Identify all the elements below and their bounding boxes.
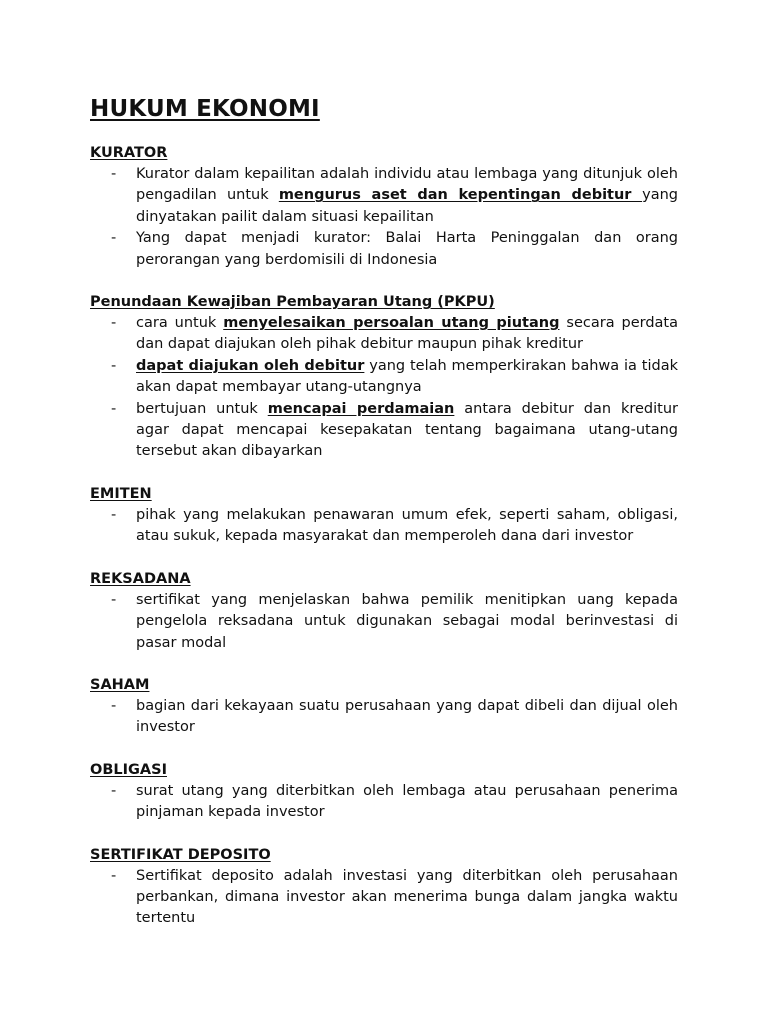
item-text: cara untuk [136, 315, 224, 332]
item-text: Kurator dalam kepailitan adalah individu atau lembaga yang ditunjuk oleh pengadilan untuk [136, 166, 678, 204]
section-heading: SAHAM [90, 676, 150, 693]
page-title: HUKUM EKONOMI [90, 96, 320, 122]
bullet-dash: - [111, 591, 117, 608]
section-sertifikat-deposito [90, 845, 678, 930]
list-item [90, 781, 678, 824]
bullet-list [90, 866, 678, 930]
section-kurator [90, 143, 678, 271]
bullet-dash: - [111, 506, 117, 523]
bullet-dash: - [111, 697, 117, 714]
item-text-after: antara debitur dan kreditur agar dapat mencapai kesepakatan tentang bagaimana utang-utang tersebut akan dibayarkan [136, 400, 679, 460]
list-item [90, 313, 678, 356]
section-heading: Penundaan Kewajiban Pembayaran Utang (PKPU) [90, 294, 495, 311]
section-reksadana [90, 569, 678, 654]
section-heading: SERTIFIKAT DEPOSITO [90, 846, 271, 863]
section-emiten [90, 484, 678, 548]
bullet-list [90, 505, 678, 548]
list-item [90, 505, 678, 548]
bullet-list [90, 696, 678, 739]
document-page [90, 92, 678, 951]
list-item [90, 228, 678, 271]
section-heading: EMITEN [90, 485, 152, 502]
bullet-list [90, 164, 678, 271]
item-text: bertujuan untuk [136, 400, 268, 417]
bullet-list [90, 781, 678, 824]
item-text: Sertifikat deposito adalah investasi yang diterbitkan oleh perusahaan perbankan, dimana investor akan menerima bunga dalam jangka waktu tertentu [136, 867, 678, 927]
section-heading: KURATOR [90, 145, 168, 161]
bullet-dash: - [111, 166, 117, 182]
item-text: pihak yang melakukan penawaran umum efek, seperti saham, obligasi, atau sukuk, kepada masyarakat dan memperoleh dana dari investor [136, 506, 678, 545]
list-item [90, 590, 678, 654]
item-text: surat utang yang diterbitkan oleh lembaga atau perusahaan penerima pinjaman kepada investor [136, 782, 678, 821]
item-text: sertifikat yang menjelaskan bahwa pemilik menitipkan uang kepada pengelola reksadana untuk digunakan sebagai modal berinvestasi di pasar modal [136, 591, 678, 651]
list-item [90, 399, 678, 463]
bullet-dash: - [111, 782, 117, 799]
bullet-list [90, 590, 678, 654]
item-emphasis: menyelesaikan persoalan utang piutang [223, 315, 560, 332]
bullet-dash: - [111, 867, 117, 884]
list-item [90, 164, 678, 228]
list-item [90, 696, 678, 739]
item-text: bagian dari kekayaan suatu perusahaan yang dapat dibeli dan dijual oleh investor [136, 697, 678, 736]
section-heading: REKSADANA [90, 570, 191, 587]
section-saham [90, 675, 678, 739]
item-text-after: yang dinyatakan pailit dalam situasi kepailitan [136, 187, 678, 225]
bullet-dash: - [111, 357, 117, 374]
bullet-list [90, 313, 678, 463]
list-item [90, 356, 678, 399]
item-text: Yang dapat menjadi kurator: Balai Harta Peninggalan dan orang perorangan yang berdomisili di Indonesia [136, 230, 678, 268]
section-heading: OBLIGASI [90, 761, 167, 778]
item-emphasis: mengurus aset dan kepentingan debitur [278, 187, 643, 204]
item-text-after: secara perdata dan dapat diajukan oleh pihak debitur maupun pihak kreditur [136, 315, 678, 353]
item-emphasis: mencapai perdamaian [267, 400, 455, 417]
list-item [90, 866, 678, 930]
bullet-dash: - [111, 230, 117, 247]
item-text-after: yang telah memperkirakan bahwa ia tidak akan dapat membayar utang-utangnya [136, 357, 678, 396]
item-emphasis: dapat diajukan oleh debitur [136, 357, 365, 374]
section-pkpu [90, 292, 678, 463]
bullet-dash: - [111, 400, 117, 417]
section-obligasi [90, 760, 678, 824]
bullet-dash: - [111, 315, 117, 332]
